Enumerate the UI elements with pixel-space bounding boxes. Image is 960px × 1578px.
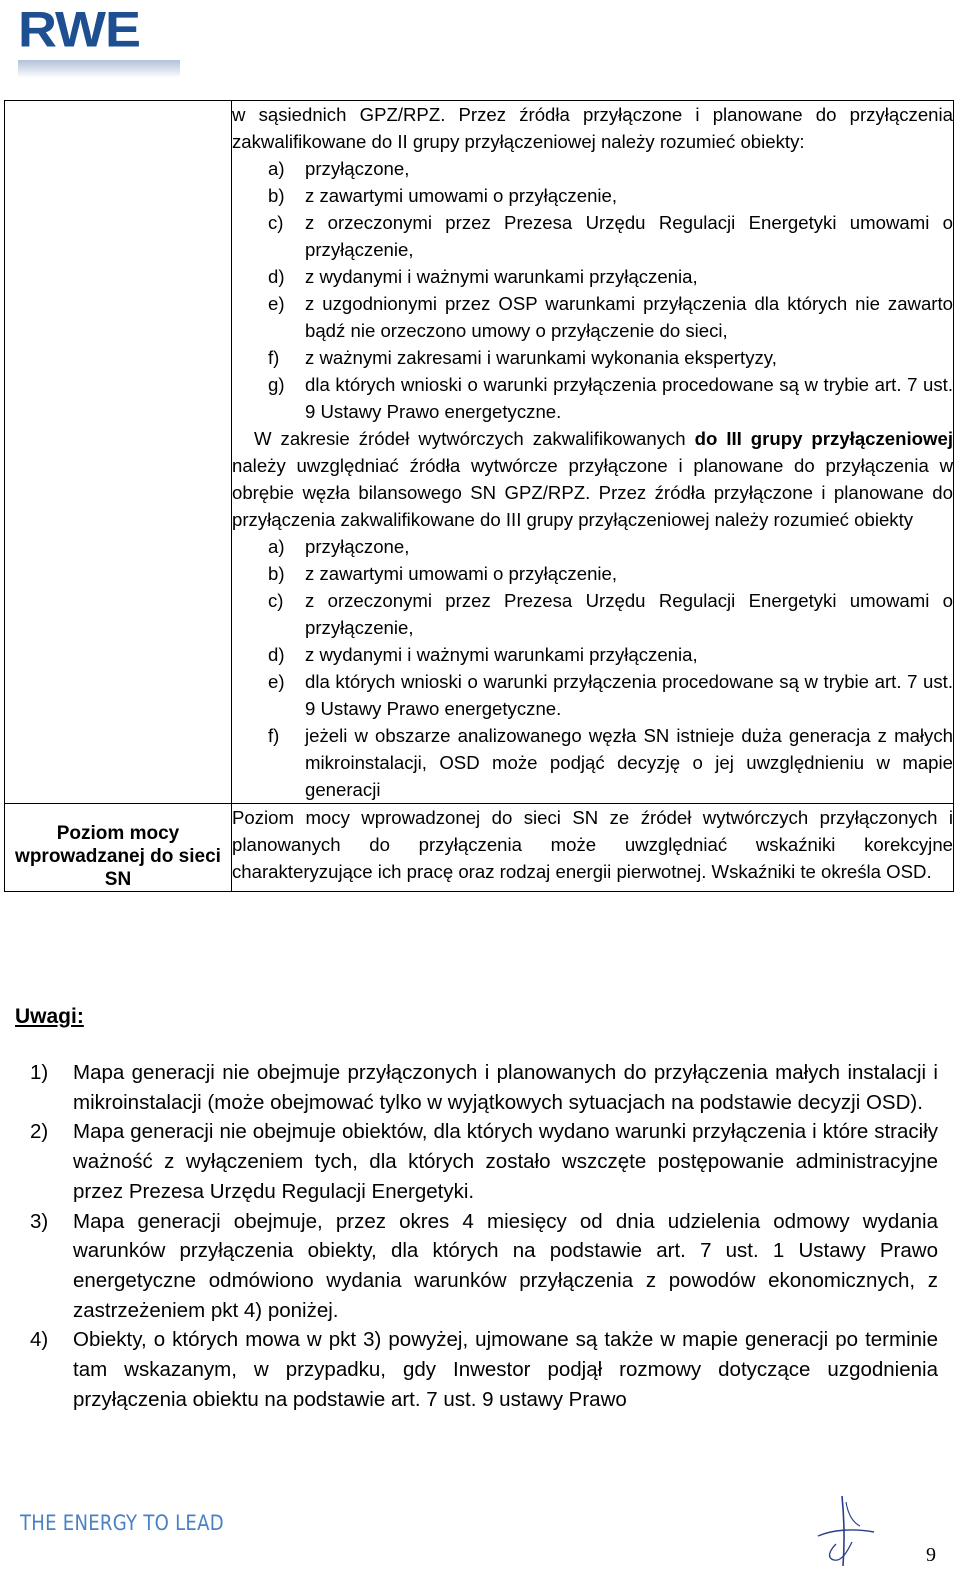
list-item bbox=[232, 560, 953, 587]
list-item-text: przyłączone, bbox=[305, 158, 410, 179]
list-item bbox=[232, 668, 953, 722]
remarks-title: Uwagi: bbox=[15, 1005, 84, 1028]
list-item-text: Obiekty, o których mowa w pkt 3) powyżej, ujmowane są także w mapie generacji po terminie tam wskazanym, w przypadku, gdy Inwestor podjął rozmowy dotyczące uzgodnienia przyłączenia obiektu na podstawie art. 7 ust. 9 ustawy Prawo bbox=[73, 1328, 938, 1411]
list-item-label: 1) bbox=[30, 1061, 49, 1084]
group-iii-bold: do III grupy przyłączeniowej bbox=[694, 428, 953, 449]
list-item-label: a) bbox=[268, 536, 285, 557]
rwe-logo bbox=[18, 2, 188, 78]
logo-reflection bbox=[18, 60, 180, 78]
list-item-label: b) bbox=[268, 185, 285, 206]
list-item bbox=[30, 1207, 938, 1326]
list-item-text: z wydanymi i ważnymi warunkami przyłączenia, bbox=[305, 266, 698, 287]
page-number: 9 bbox=[926, 1544, 936, 1566]
list-item bbox=[232, 371, 953, 425]
list-item bbox=[232, 155, 953, 182]
table-cell-left-empty bbox=[5, 101, 232, 804]
list-item-label: 2) bbox=[30, 1120, 49, 1144]
group-ii-object-list bbox=[232, 155, 953, 425]
signature-mark bbox=[812, 1492, 882, 1568]
remarks-list bbox=[30, 1058, 938, 1414]
table-row-generation-sources bbox=[5, 101, 954, 804]
list-item-text: z zawartymi umowami o przyłączenie, bbox=[305, 185, 618, 206]
logo-text: RWE bbox=[18, 2, 141, 58]
power-level-paragraph: Poziom mocy wprowadzonej do sieci SN ze źródeł wytwórczych przyłączonych i planowanych do przyłączenia może uwzględniać wskaźniki korekcyjne charakteryzujące ich pracę oraz rodzaj energii pierwotnej. Wskaźniki te określa OSD. bbox=[232, 807, 953, 882]
list-item-text: Mapa generacji nie obejmuje przyłączonych i planowanych do przyłączenia małych instalacji i mikroinstalacji (może obejmować tylko w wyjątkowych sytuacjach na podstawie decyzji OSD). bbox=[73, 1061, 938, 1114]
list-item-label: g) bbox=[268, 374, 285, 395]
list-item-label: a) bbox=[268, 158, 285, 179]
list-item bbox=[232, 344, 953, 371]
criteria-table bbox=[4, 100, 954, 892]
group-iii-text-end: należy uwzględniać źródła wytwórcze przyłączone i planowane do przyłączenia w obrębie węzła bilansowego SN GPZ/RPZ. Przez źródła przyłączone i planowane do przyłączenia zakwalifikowane do III grupy przyłączeniowej należy rozumieć obiekty bbox=[232, 455, 953, 530]
row-label: Poziom mocy wprowadzanej do sieci SN bbox=[15, 823, 221, 890]
table-cell-label bbox=[5, 804, 232, 892]
intro-paragraph: w sąsiednich GPZ/RPZ. Przez źródła przyłączone i planowane do przyłączenia zakwalifikowane do II grupy przyłączeniowej należy rozumieć obiekty: bbox=[232, 104, 953, 152]
list-item bbox=[232, 533, 953, 560]
list-item bbox=[232, 587, 953, 641]
list-item-text: z uzgodnionymi przez OSP warunkami przyłączenia dla których nie zawarto bądź nie orzeczono umowy o przyłączenie do sieci, bbox=[305, 293, 953, 341]
list-item-text: Mapa generacji obejmuje, przez okres 4 miesięcy od dnia udzielenia odmowy wydania warunków przyłączenia obiekty, dla których na podstawie art. 7 ust. 1 Ustawy Prawo energetyczne odmówiono wydania warunków przyłączenia z powodów ekonomicznych, z zastrzeżeniem pkt 4) poniżej. bbox=[73, 1209, 938, 1322]
list-item-label: b) bbox=[268, 563, 285, 584]
table-row-power-level bbox=[5, 804, 954, 892]
table-cell-description bbox=[232, 101, 954, 804]
footer-tagline: THE ENERGY TO LEAD bbox=[20, 1511, 224, 1535]
list-item-text: jeżeli w obszarze analizowanego węzła SN istnieje duża generacja z małych mikroinstalacji, OSD może podjąć decyzję o jej uwzględnieniu w mapie generacji bbox=[305, 725, 953, 800]
list-item-label: e) bbox=[268, 671, 285, 692]
list-item-label: d) bbox=[268, 266, 285, 287]
list-item-text: przyłączone, bbox=[305, 536, 410, 557]
list-item-text: z wydanymi i ważnymi warunkami przyłączenia, bbox=[305, 644, 698, 665]
list-item bbox=[30, 1058, 938, 1117]
list-item bbox=[30, 1325, 938, 1414]
list-item bbox=[232, 209, 953, 263]
list-item-label: f) bbox=[268, 347, 280, 368]
table-cell-power-text bbox=[232, 804, 954, 892]
list-item-text: z orzeczonymi przez Prezesa Urzędu Regulacji Energetyki umowami o przyłączenie, bbox=[305, 212, 953, 260]
list-item-text: Mapa generacji nie obejmuje obiektów, dla których wydano warunki przyłączenia i które straciły ważność z wyłączeniem tych, dla których zostało wszczęte postępowanie administracyjne przez Prezesa Urzędu Regulacji Energetyki. bbox=[73, 1120, 938, 1203]
list-item-label: 4) bbox=[30, 1328, 49, 1352]
list-item bbox=[232, 722, 953, 803]
list-item-text: dla których wnioski o warunki przyłączenia procedowane są w trybie art. 7 ust. 9 Ustawy Prawo energetyczne. bbox=[305, 671, 953, 719]
list-item-text: dla których wnioski o warunki przyłączenia procedowane są w trybie art. 7 ust. 9 Ustawy Prawo energetyczne. bbox=[305, 374, 953, 422]
list-item bbox=[232, 290, 953, 344]
group-iii-text-start: W zakresie źródeł wytwórczych zakwalifikowanych bbox=[254, 428, 695, 449]
list-item-label: c) bbox=[268, 212, 284, 233]
list-item-label: c) bbox=[268, 590, 284, 611]
list-item-label: e) bbox=[268, 293, 285, 314]
list-item bbox=[232, 641, 953, 668]
list-item-label: f) bbox=[268, 725, 280, 746]
list-item bbox=[232, 263, 953, 290]
group-iii-object-list bbox=[232, 533, 953, 803]
list-item bbox=[30, 1117, 938, 1206]
list-item-label: 3) bbox=[30, 1209, 49, 1233]
list-item-text: z zawartymi umowami o przyłączenie, bbox=[305, 563, 618, 584]
group-iii-paragraph bbox=[232, 425, 953, 533]
list-item bbox=[232, 182, 953, 209]
list-item-text: z ważnymi zakresami i warunkami wykonania ekspertyzy, bbox=[305, 347, 777, 368]
list-item-label: d) bbox=[268, 644, 285, 665]
list-item-text: z orzeczonymi przez Prezesa Urzędu Regulacji Energetyki umowami o przyłączenie, bbox=[305, 590, 953, 638]
